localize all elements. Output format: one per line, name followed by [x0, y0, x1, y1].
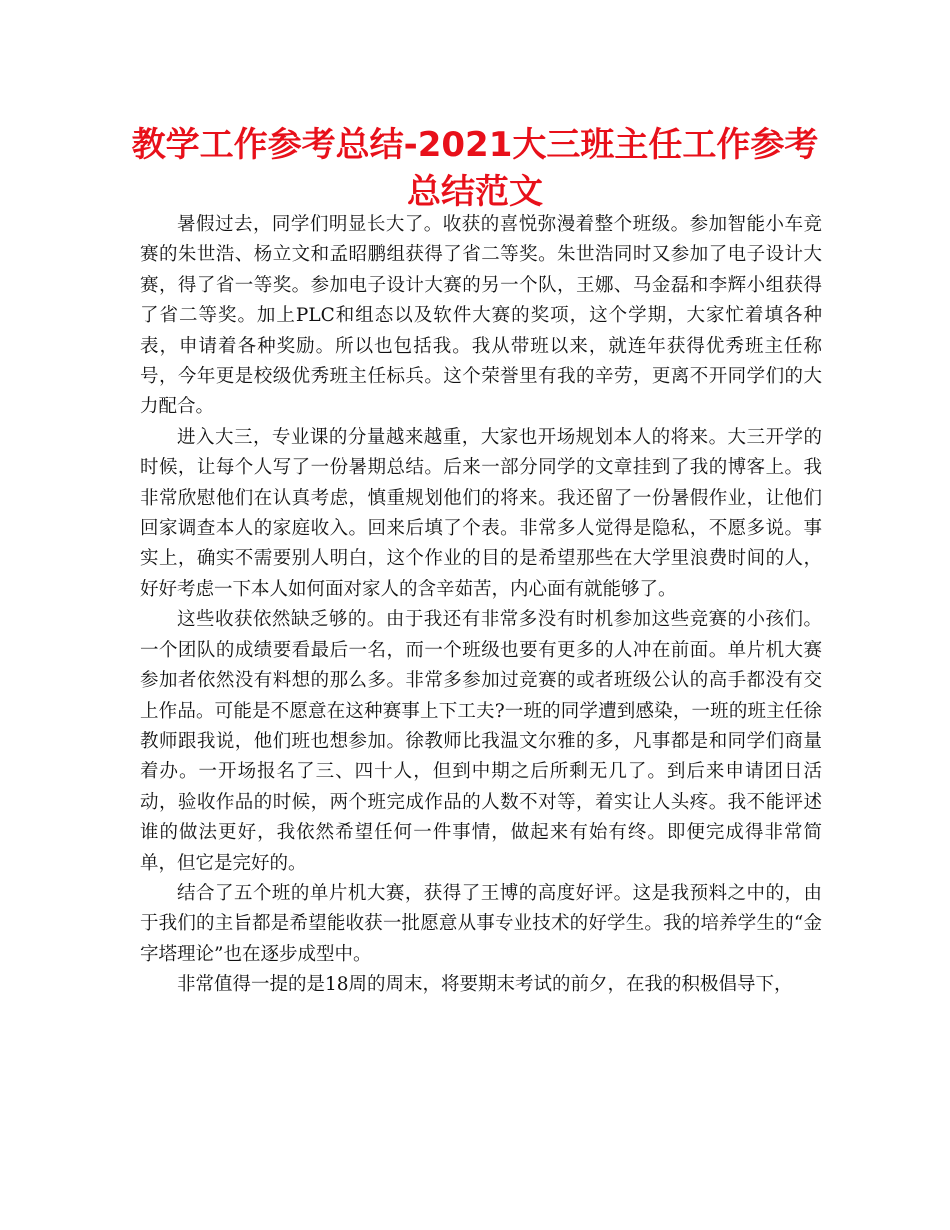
paragraph-5: 非常值得一提的是18周的周末，将要期末考试的前夕，在我的积极倡导下，: [177, 974, 793, 996]
paragraph-2: 进入大三，专业课的分量越来越重，大家也开场规划本人的将来。大三开学的时候，让每个人写了一份暑期总结。后来一部分同学的文章挂到了我的博客上。我非常欣慰他们在认真考虑，慎重规划他们的将来。我还留了一份暑假作业，让他们回家调查本人的家庭收入。回来后填了个表。非常多人觉得是隐私，不愿多说。事实上，确实不需要别人明白，这个作业的目的是希望那些在大学里浪费时间的人，好好考虑一下本人如何面对家人的含辛茹苦，内心面有就能够了。: [140, 426, 822, 600]
document-title: 教学工作参考总结-2021大三班主任工作参考总结范文: [131, 125, 819, 212]
paragraph-1: 暑假过去，同学们明显长大了。收获的喜悦弥漫着整个班级。参加智能小车竞赛的朱世浩、杨立文和孟昭鹏组获得了省二等奖。朱世浩同时又参加了电子设计大赛，得了省一等奖。参加电子设计大赛的另一个队，王娜、马金磊和李辉小组获得了省二等奖。加上PLC和组态以及软件大赛的奖项，这个学期，大家忙着填各种表，申请着各种奖励。所以也包括我。我从带班以来，就连年获得优秀班主任称号，今年更是校级优秀班主任标兵。这个荣誉里有我的辛劳，更离不开同学们的大力配合。: [140, 214, 822, 418]
paragraph-4: 结合了五个班的单片机大赛，获得了王博的高度好评。这是我预料之中的，由于我们的主旨都是希望能收获一批愿意从事专业技术的好学生。我的培养学生的“金字塔理论”也在逐步成型中。: [140, 882, 822, 965]
paragraph-3: 这些收获依然缺乏够的。由于我还有非常多没有时机参加这些竞赛的小孩们。一个团队的成绩要看最后一名，而一个班级也要有更多的人冲在前面。单片机大赛参加者依然没有料想的那么多。非常多参加过竞赛的或者班级公认的高手都没有交上作品。可能是不愿意在这种赛事上下工夫?一班的同学遭到感染，一班的班主任徐教师跟我说，他们班也想参加。徐教师比我温文尔雅的多，凡事都是和同学们商量着办。一开场报名了三、四十人，但到中期之后所剩无几了。到后来申请团日活动，验收作品的时候，两个班完成作品的人数不对等，着实让人头疼。我不能评述谁的做法更好，我依然希望任何一件事情，做起来有始有终。即便完成得非常简单，但它是完好的。: [140, 609, 822, 874]
document-body: [140, 210, 822, 1001]
